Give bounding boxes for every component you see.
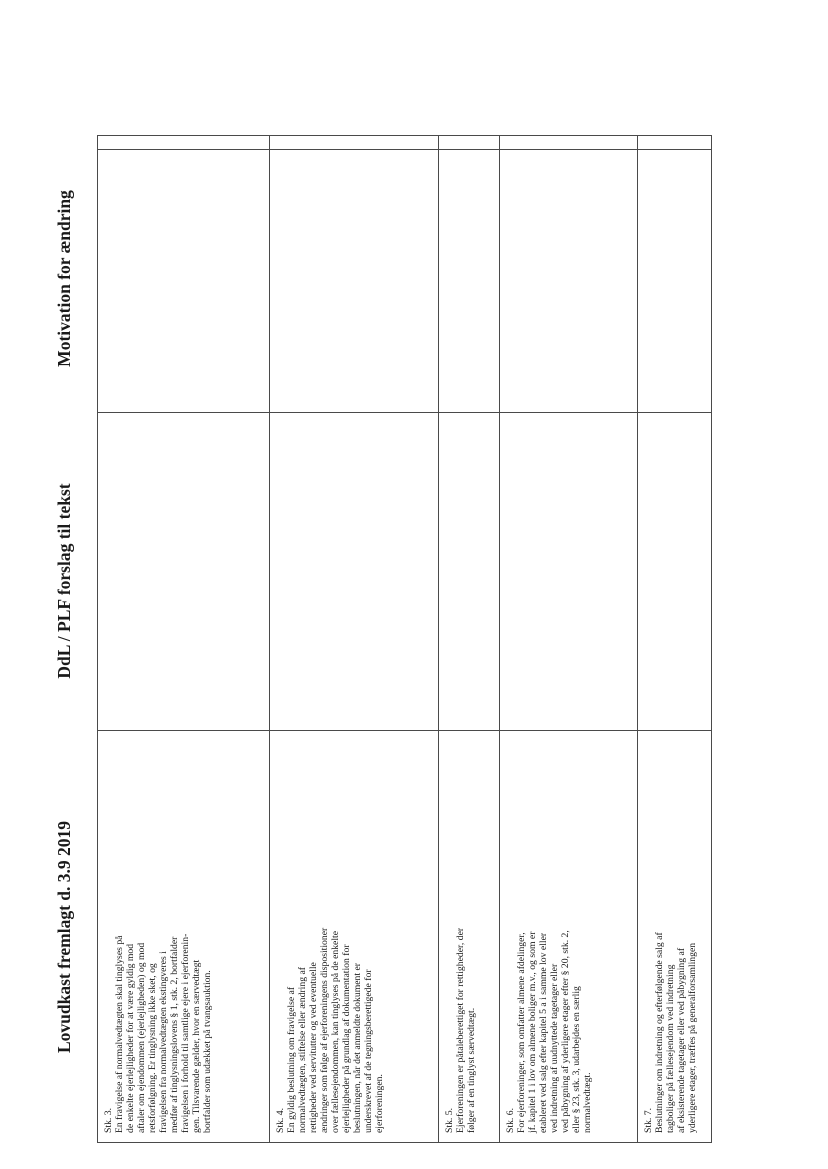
text-line: følger af en tinglyst særvedtægt. [466,1007,478,1133]
section-label: Stk. 4. [275,1107,286,1133]
text-line: ændringer som følge af ejerforeningens dispositioner [319,927,331,1133]
cell-text [98,731,217,1142]
section-label: Stk. 6. [505,1107,516,1133]
text-line: over fællesejendommen, kan tinglyses på de enkelte [330,930,342,1133]
cell-text [638,731,702,1142]
motivation-cell [500,150,638,413]
table-row [439,136,500,1143]
proposal-cell [270,413,439,731]
draft-text-cell [500,731,638,1143]
margin-cell [500,136,638,150]
margin-cell [98,136,270,150]
text-line: yderligere etager, træffes på generalforsamlingen [687,942,699,1133]
cell-text [439,731,481,1142]
table-row [270,136,439,1143]
proposal-cell [439,413,500,731]
motivation-cell [638,150,712,413]
text-line: tagboliger på fællesejendom ved indretning [665,964,677,1133]
text-line: For ejerforeninger, som omfatter almene afdelinger, [516,932,528,1133]
section-label: Stk. 7. [643,1107,654,1133]
column-header-motivation: Motivation for ændring [53,190,74,367]
motivation-cell [270,150,439,413]
text-line: gen. Tilsvarende gælder, hvor en særvedtægt [191,959,203,1133]
text-line: beslutningen, når det anmeldte dokument er [352,962,364,1133]
text-line: eller § 23, stk. 3, udarbejdes en særlig [571,986,583,1133]
proposal-cell [638,413,712,731]
table-row [638,136,712,1143]
draft-text-cell [439,731,500,1143]
margin-cell [270,136,439,150]
margin-cell [439,136,500,150]
table-row [500,136,638,1143]
draft-text-cell [270,731,439,1143]
comparison-table [97,135,712,1143]
section-label: Stk. 3. [103,1107,114,1133]
text-line: de enkelte ejerlejligheder for at være gyldig mod [125,943,137,1133]
text-line: ejerforeningen. [374,1074,386,1133]
text-line: Beslutninger om indretning og efterfølgende salg af [654,932,666,1133]
motivation-cell [439,150,500,413]
text-line: fravigelsen fra normalvedtægten ekstingveres i [158,951,170,1133]
text-line: etableret ved salg efter kapitel 5 a i samme lov eller [538,932,550,1133]
table-row [98,136,270,1143]
text-line: af eksisterende tagetager eller ved påbygning af [676,947,688,1133]
motivation-cell [98,150,270,413]
text-line: ejerlejligheder på grundlag af dokumentation for [341,944,353,1133]
text-line: retsforfølgning. Er tinglysning ikke sket, og [147,963,159,1133]
text-line: normalvedtægt. [582,1072,594,1133]
proposal-cell [500,413,638,731]
text-line: underskrevet af de tegningsberettigede for [363,969,375,1133]
column-header-proposal: DdL / PLF forslag til tekst [53,483,74,679]
text-line: jf. kapitel 1 i lov om almene boliger m.v., og som er [527,931,539,1133]
section-label: Stk. 5. [444,1107,455,1133]
text-line: En fravigelse af normalvedtægten skal tinglyses på [114,935,126,1133]
text-line: rettigheder ved servitutter og ved eventuelle [308,962,320,1133]
column-header-draft: Lovudkast fremlagt d. 3.9 2019 [53,820,74,1054]
text-line: Ejerforeningen er påtaleberettiget for rettigheder, der [455,927,467,1133]
text-line: normalvedtægten, stiftelse eller ændring af [297,967,309,1133]
text-line: En gyldig beslutning om fravigelse af [286,986,298,1133]
draft-text-cell [638,731,712,1143]
text-line: ved indretning af uudnyttede tagetager eller [549,963,561,1133]
text-line: ved påbygning af yderligere etager efter § 20, stk. 2, [560,930,572,1133]
cell-text [270,731,389,1142]
text-line: fravigelsen i forhold til samtlige ejere i ejerforenin- [180,933,192,1133]
proposal-cell [98,413,270,731]
text-line: medfør af tinglysningslovens § 1, stk. 2, bortfalder [169,936,181,1133]
margin-cell [638,136,712,150]
draft-text-cell [98,731,270,1143]
cell-text [500,731,597,1142]
text-line: bortfalder som udækket på tvangsauktion. [202,970,214,1133]
text-line: aftaler om ejendommen (ejerlejligheden) og mod [136,942,148,1133]
